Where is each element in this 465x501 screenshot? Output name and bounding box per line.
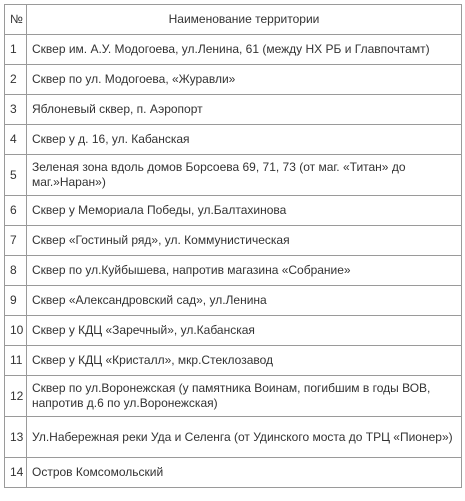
row-territory-name: Яблоневый сквер, п. Аэропорт	[27, 95, 462, 125]
table-row	[5, 65, 462, 95]
row-territory-name: Сквер у Мемориала Победы, ул.Балтахинова	[27, 196, 462, 226]
row-number: 12	[5, 376, 27, 417]
table-row	[5, 346, 462, 376]
row-territory-name: Сквер «Александровский сад», ул.Ленина	[27, 286, 462, 316]
table-row	[5, 125, 462, 155]
table-row	[5, 155, 462, 196]
header-number: №	[5, 5, 27, 35]
row-number: 9	[5, 286, 27, 316]
row-number: 13	[5, 417, 27, 458]
row-number: 1	[5, 35, 27, 65]
row-territory-name: Ул.Набережная реки Уда и Селенга (от Удинского моста до ТРЦ «Пионер»)	[27, 417, 462, 458]
table-header-row	[5, 5, 462, 35]
table-row	[5, 316, 462, 346]
row-territory-name: Остров Комсомольский	[27, 458, 462, 488]
row-territory-name: Сквер по ул. Модогоева, «Журавли»	[27, 65, 462, 95]
table-row	[5, 196, 462, 226]
row-number: 3	[5, 95, 27, 125]
table-row	[5, 226, 462, 256]
table-row	[5, 458, 462, 488]
table-row	[5, 35, 462, 65]
row-number: 5	[5, 155, 27, 196]
row-territory-name: Сквер у КДЦ «Заречный», ул.Кабанская	[27, 316, 462, 346]
row-number: 6	[5, 196, 27, 226]
row-territory-name: Сквер по ул.Воронежская (у памятника Воинам, погибшим в годы ВОВ, напротив д.6 по ул.Воронежская)	[27, 376, 462, 417]
row-number: 4	[5, 125, 27, 155]
row-territory-name: Сквер «Гостиный ряд», ул. Коммунистическая	[27, 226, 462, 256]
row-territory-name: Сквер по ул.Куйбышева, напротив магазина «Собрание»	[27, 256, 462, 286]
row-number: 11	[5, 346, 27, 376]
row-territory-name: Сквер у КДЦ «Кристалл», мкр.Стеклозавод	[27, 346, 462, 376]
table-row	[5, 286, 462, 316]
table-row	[5, 256, 462, 286]
row-number: 2	[5, 65, 27, 95]
row-territory-name: Сквер им. А.У. Модогоева, ул.Ленина, 61 (между НХ РБ и Главпочтамт)	[27, 35, 462, 65]
header-territory-name: Наименование территории	[27, 5, 462, 35]
row-number: 8	[5, 256, 27, 286]
row-number: 10	[5, 316, 27, 346]
table-row	[5, 95, 462, 125]
row-territory-name: Сквер у д. 16, ул. Кабанская	[27, 125, 462, 155]
territory-table	[4, 4, 462, 488]
table-row	[5, 376, 462, 417]
table-row	[5, 417, 462, 458]
row-number: 7	[5, 226, 27, 256]
row-number: 14	[5, 458, 27, 488]
row-territory-name: Зеленая зона вдоль домов Борсоева 69, 71, 73 (от маг. «Титан» до маг.»Наран»)	[27, 155, 462, 196]
